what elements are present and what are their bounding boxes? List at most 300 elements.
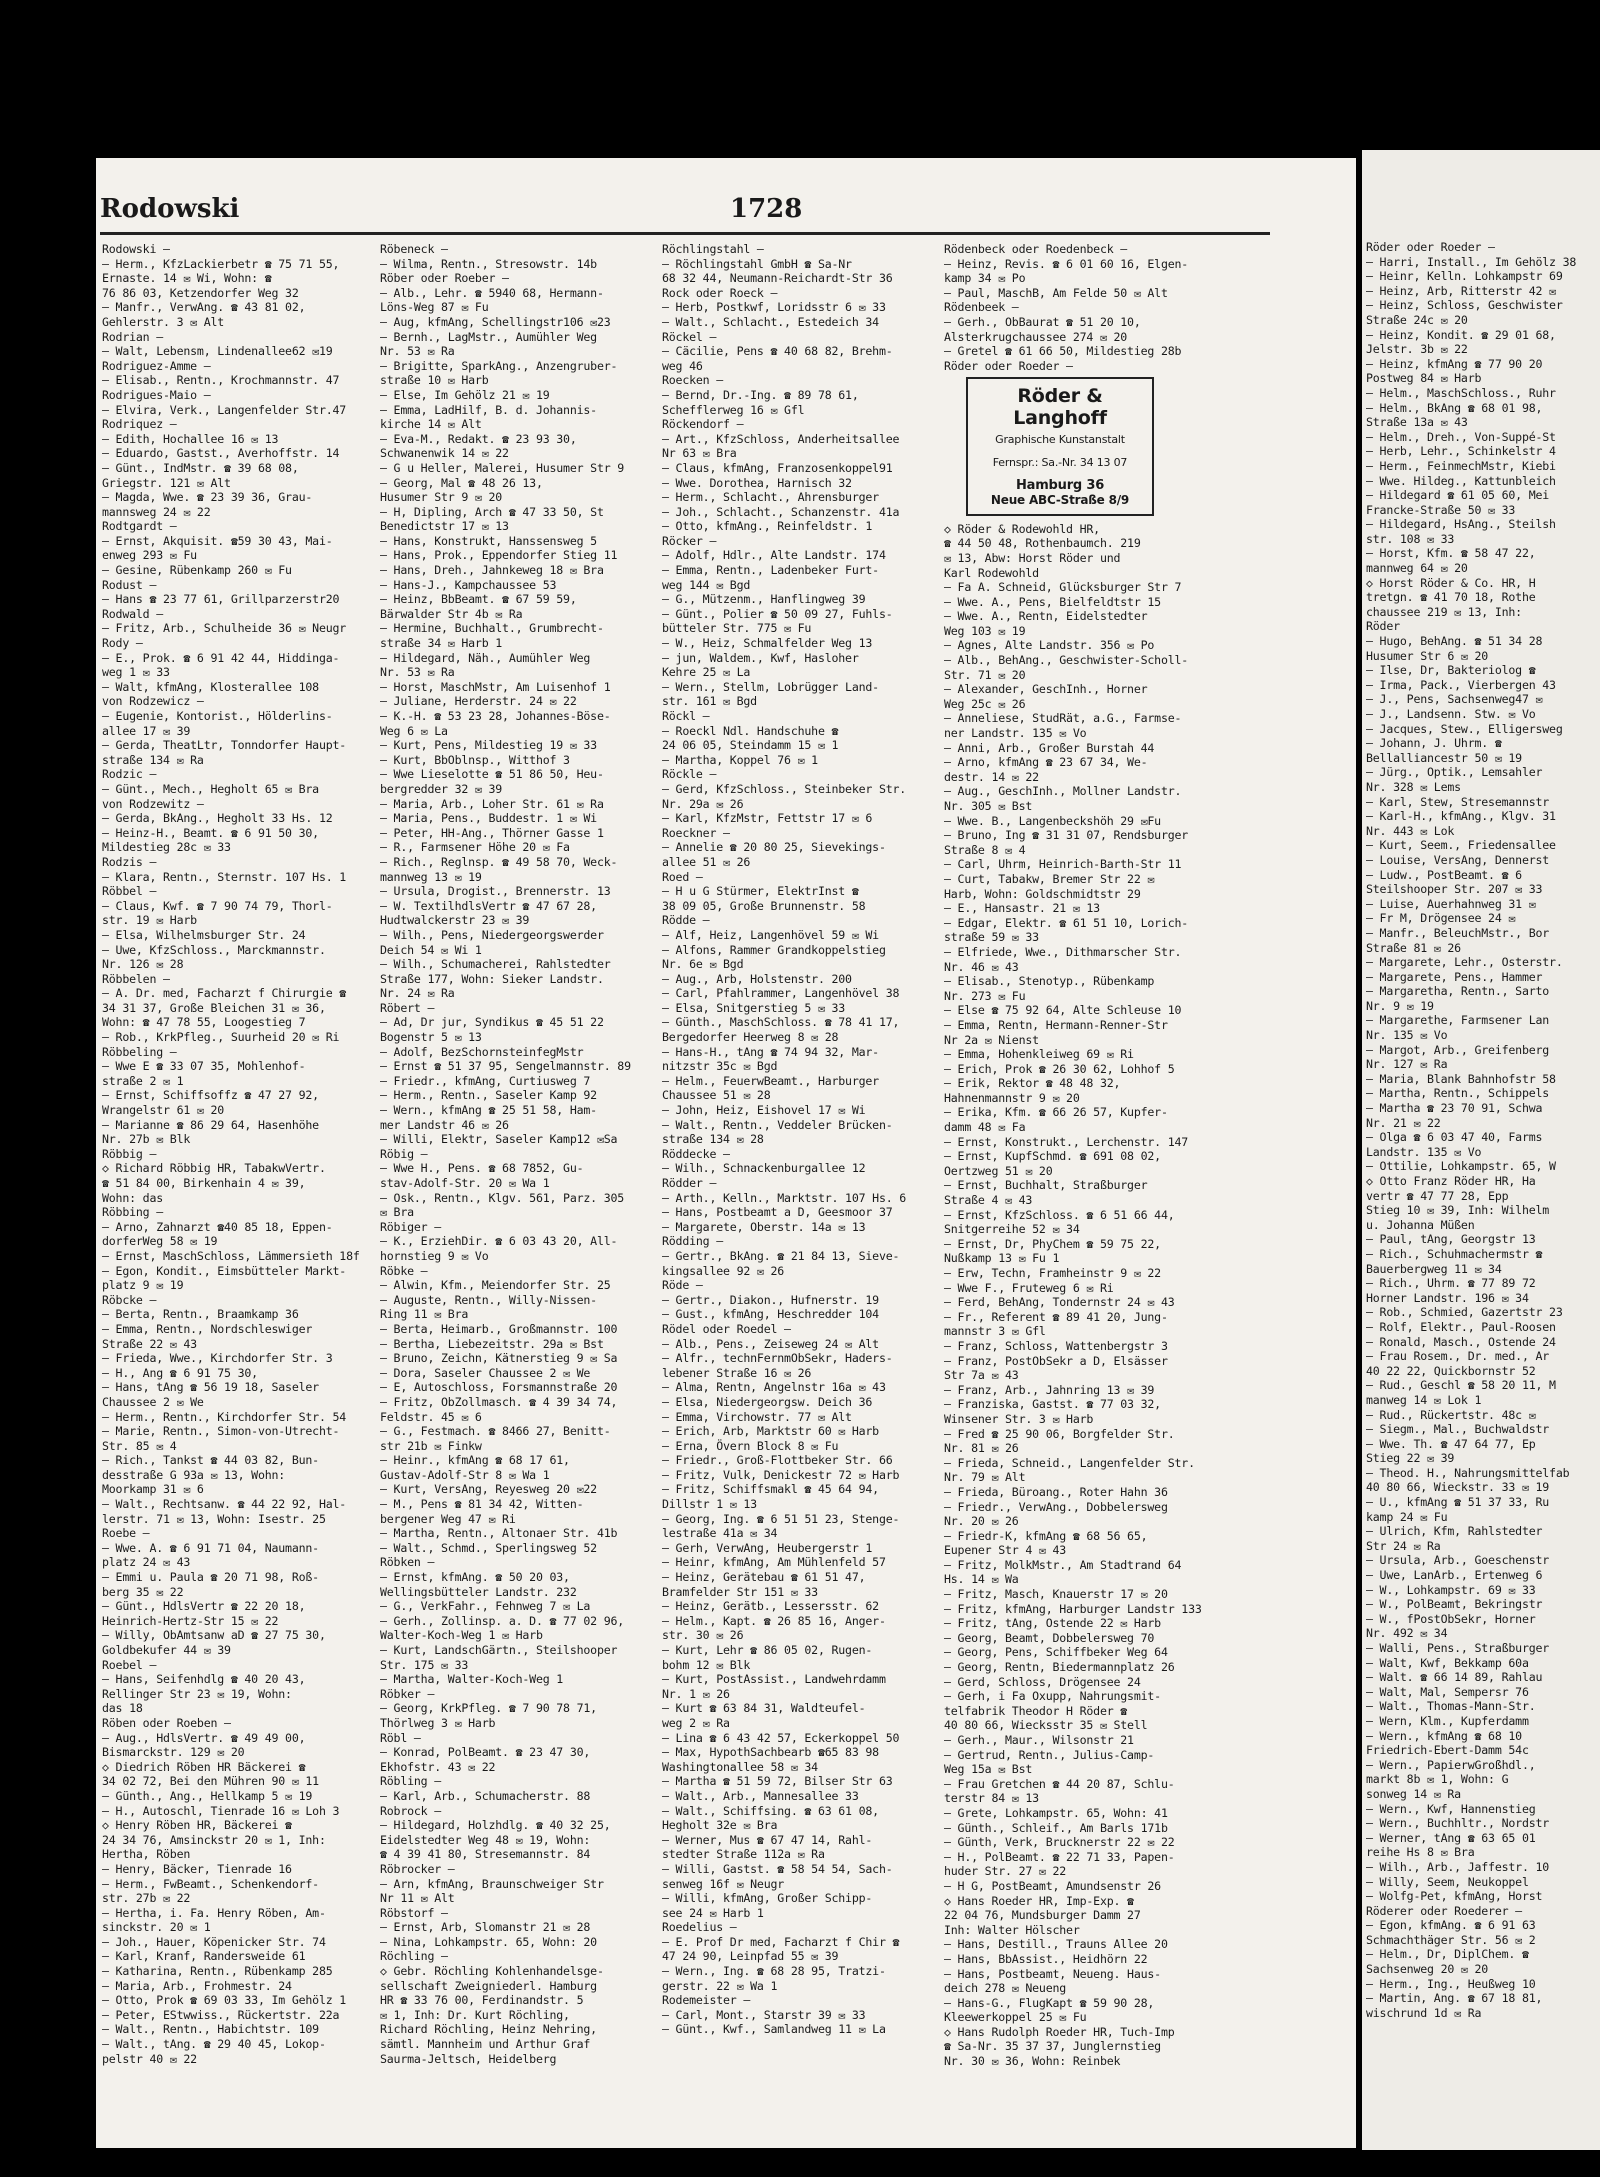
directory-entry-line: — Ernst, Akquisit. ☎59 30 43, Mai- xyxy=(102,533,333,548)
directory-entry-line: — Aug., HdlsVertr. ☎ 49 49 00, xyxy=(102,1730,306,1745)
directory-entry-line: Nr 2a ✉ Nienst xyxy=(944,1032,1039,1047)
directory-entry-line: sinckstr. 20 ✉ 1 xyxy=(102,1920,211,1935)
directory-entry-line: Röbbeling — xyxy=(102,1044,177,1059)
directory-entry-line: — G., VerkFahr., Fehnweg 7 ✉ La xyxy=(380,1599,591,1614)
directory-entry-line: 38 09 05, Große Brunnenstr. 58 xyxy=(662,898,866,913)
directory-entry-line: mannweg 64 ✉ 20 xyxy=(1366,561,1468,576)
directory-entry-line: — Adolf, BezSchornsteinfegMstr xyxy=(380,1044,584,1059)
directory-entry-line: — W., PolBeamt, Bekringstr xyxy=(1366,1597,1543,1612)
directory-entry-line: 40 22 22, Quickbornstr 52 xyxy=(1366,1363,1536,1378)
directory-entry-line: — Walt., Schiffsing. ☎ 63 61 08, xyxy=(662,1803,879,1818)
directory-entry-line: — Manfr., BeleuchMstr., Bor xyxy=(1366,925,1550,940)
facing-page-fragment xyxy=(1362,150,1600,2150)
directory-page xyxy=(96,158,1356,2148)
directory-entry-line: — H G, PostBeamt, Amundsenstr 26 xyxy=(944,1878,1161,1893)
directory-entry-line: — Annelie ☎ 20 80 25, Sievekings- xyxy=(662,840,886,855)
directory-entry-line: — H., PolBeamt. ☎ 22 71 33, Papen- xyxy=(944,1849,1175,1864)
directory-entry-line: — Otto, kfmAng., Reinfeldstr. 1 xyxy=(662,519,873,534)
directory-entry-line: — Wern., Ing. ☎ 68 28 95, Tratzi- xyxy=(662,1964,886,1979)
directory-entry-line: — Eva-M., Redakt. ☎ 23 93 30, xyxy=(380,431,577,446)
directory-entry-line: Steilshooper Str. 207 ✉ 33 xyxy=(1366,882,1543,897)
directory-entry-line: Wrangelstr 61 ✉ 20 xyxy=(102,1103,225,1118)
directory-entry-line: — Alfr., technFernmObSekr, Haders- xyxy=(662,1351,893,1366)
directory-entry-line: Roedelius — xyxy=(662,1920,737,1935)
directory-entry-line: Bogenstr 5 ✉ 13 xyxy=(380,1030,482,1045)
directory-entry-line: — Georg, Beamt, Dobbelersweg 70 xyxy=(944,1630,1155,1645)
directory-entry-line: Snitgerreihe 52 ✉ 34 xyxy=(944,1222,1080,1237)
directory-entry-line: Mildestieg 28c ✉ 33 xyxy=(102,840,231,855)
directory-entry-line: Nr. 126 ✉ 28 xyxy=(102,957,184,972)
directory-entry-line: — Kurt, Lehr ☎ 86 05 02, Rugen- xyxy=(662,1643,873,1657)
directory-entry-line: — Hugo, BehAng. ☎ 51 34 28 xyxy=(1366,634,1543,649)
directory-entry-line: — Egon, kfmAng. ☎ 6 91 63 xyxy=(1366,1918,1536,1933)
directory-entry-line: — Art., KfzSchloss, Anderheitsallee xyxy=(662,431,900,446)
directory-entry-line: — Jacques, Stew., Elligersweg xyxy=(1366,721,1563,736)
directory-entry-line: manweg 14 ✉ Lok 1 xyxy=(1366,1392,1482,1407)
directory-entry-line: — G., Mützenm., Hanflingweg 39 xyxy=(662,592,866,607)
directory-entry-line: — Magda, Wwe. ☎ 23 39 36, Grau- xyxy=(102,490,313,505)
directory-entry-line: — Bernd, Dr.-Ing. ☎ 89 78 61, xyxy=(662,387,859,402)
directory-entry-line: — Alexander, GeschInh., Horner xyxy=(944,682,1148,697)
directory-entry-line: — Rud., Geschl ☎ 58 20 11, M xyxy=(1366,1378,1556,1393)
directory-entry-line: Röbker — xyxy=(380,1686,435,1701)
directory-entry-line: — Wolfg-Pet, kfmAng, Horst xyxy=(1366,1889,1543,1904)
directory-entry-line: Straße 4 ✉ 43 xyxy=(944,1193,1033,1208)
directory-entry-line: Griegstr. 121 ✉ Alt xyxy=(102,475,231,490)
directory-entry-line: — E., Prok. ☎ 6 91 42 44, Hiddinga- xyxy=(102,650,340,665)
directory-entry-line: kingsallee 92 ✉ 26 xyxy=(662,1263,785,1278)
directory-entry-line: — Walli, Pens., Straßburger xyxy=(1366,1641,1550,1655)
directory-entry-line: Moorkamp 31 ✉ 6 xyxy=(102,1482,204,1497)
directory-entry-line: — E, Autoschloss, Forsmannstraße 20 xyxy=(380,1380,618,1395)
directory-entry-line: — Ernst, Arb, Slomanstr 21 ✉ 28 xyxy=(380,1920,591,1935)
directory-entry-line: ◇ Gebr. Röchling Kohlenhandelsge- xyxy=(380,1964,604,1979)
directory-entry-line: Rodtgardt — xyxy=(102,519,177,534)
directory-entry-line: Röckl — xyxy=(662,709,710,723)
directory-entry-line: — Herm., FwBeamt., Schenkendorf- xyxy=(102,1876,319,1891)
directory-entry-line: — Franz, PostObSekr a D, Elsässer xyxy=(944,1353,1168,1368)
directory-entry-line: — Hildegard, HsAng., Steilsh xyxy=(1366,517,1556,532)
directory-entry-line: — Kurt ☎ 63 84 31, Waldteufel- xyxy=(662,1701,866,1716)
directory-entry-line: — Else ☎ 75 92 64, Alte Schleuse 10 xyxy=(944,1003,1182,1018)
directory-entry-line: Röcker — xyxy=(662,533,717,548)
directory-entry-line: Stieg 10 ✉ 39, Inh: Wilhelm xyxy=(1366,1203,1550,1218)
directory-entry-line: Ekhofstr. 43 ✉ 22 xyxy=(380,1759,496,1774)
directory-entry-line: Richard Röchling, Heinz Nehring, xyxy=(380,2022,597,2037)
directory-entry-line: — Hans ☎ 23 77 61, Grillparzerstr20 xyxy=(102,592,340,607)
directory-entry-line: Rock oder Roeck — xyxy=(662,285,778,300)
directory-entry-line: — John, Heiz, Eishovel 17 ✉ Wi xyxy=(662,1103,866,1118)
directory-entry-line: das 18 xyxy=(102,1701,143,1716)
directory-entry-line: Röbrocker — xyxy=(380,1861,455,1876)
directory-entry-line: Röbeneck — xyxy=(380,242,448,256)
directory-entry-line: ◇ Henry Röben HR, Bäckerei ☎ xyxy=(102,1818,292,1833)
directory-entry-line: — Hans, Seifenhdlg ☎ 40 20 43, xyxy=(102,1672,306,1687)
directory-entry-line: Nr. 79 ✉ Alt xyxy=(944,1470,1026,1485)
directory-entry-line: Röderer oder Roederer — xyxy=(1366,1903,1522,1918)
directory-entry-line: Röckle — xyxy=(662,767,717,782)
directory-entry-line: — Walt., Schlacht., Estedeich 34 xyxy=(662,314,879,329)
directory-entry-line: — Bertha, Liebezeitstr. 29a ✉ Bst xyxy=(380,1336,604,1351)
directory-entry-line: — Juliane, Herderstr. 24 ✉ 22 xyxy=(380,694,577,709)
directory-entry-line: — Gertrud, Rentn., Julius-Camp- xyxy=(944,1747,1155,1762)
directory-entry-line: Str 24 ✉ Ra xyxy=(1366,1538,1441,1553)
directory-entry-line: — Johann, J. Uhrm. ☎ xyxy=(1366,736,1502,751)
directory-entry-line: — Georg, Ing. ☎ 6 51 51 23, Stenge- xyxy=(662,1511,900,1526)
directory-entry-line: Hudtwalckerstr 23 ✉ 39 xyxy=(380,913,530,928)
directory-entry-line: — Günt., Polier ☎ 50 09 27, Fuhls- xyxy=(662,606,893,621)
directory-entry-line: lerstr. 71 ✉ 13, Wohn: Isestr. 25 xyxy=(102,1511,326,1526)
directory-entry-line: kirche 14 ✉ Alt xyxy=(380,417,482,432)
directory-entry-line: Thörlweg 3 ✉ Harb xyxy=(380,1715,496,1730)
directory-entry-line: — Bruno, Ing ☎ 31 31 07, Rendsburger xyxy=(944,828,1189,843)
directory-entry-line: Benedictstr 17 ✉ 13 xyxy=(380,519,509,534)
directory-entry-line: — Rob., Schmied, Gazertstr 23 xyxy=(1366,1305,1563,1320)
directory-entry-line: Schwanenwik 14 ✉ 22 xyxy=(380,446,509,461)
directory-entry-line: — Auguste, Rentn., Willy-Nissen- xyxy=(380,1292,597,1307)
directory-entry-line: — Gerd, KfzSchloss., Steinbeker Str. xyxy=(662,781,907,796)
directory-entry-line: — Adolf, Hdlr., Alte Landstr. 174 xyxy=(662,548,886,563)
directory-entry-line: Rödenbeck oder Roedenbeck — xyxy=(944,242,1128,256)
directory-entry-line: Rödding — xyxy=(662,1234,724,1249)
directory-entry-line: — W., fPostObSekr, Horner xyxy=(1366,1611,1536,1626)
directory-entry-line: — Peter, HH-Ang., Thörner Gasse 1 xyxy=(380,825,604,840)
directory-entry-line: Gehlerstr. 3 ✉ Alt xyxy=(102,314,225,329)
directory-entry-line: mannweg 13 ✉ 19 xyxy=(380,869,482,884)
directory-entry-line: Roeckner — xyxy=(662,825,730,840)
directory-entry-line: — Margarete, Pens., Hammer xyxy=(1366,969,1543,984)
directory-entry-line: — Helm., Kapt. ☎ 26 85 16, Anger- xyxy=(662,1613,886,1628)
running-head: Rodowski xyxy=(100,194,240,224)
directory-entry-line: — Ernst, KupfSchmd. ☎ 691 08 02, xyxy=(944,1149,1161,1164)
directory-entry-line: str. 161 ✉ Bgd xyxy=(662,694,757,709)
directory-entry-line: — Rolf, Elektr., Paul-Roosen xyxy=(1366,1319,1556,1334)
directory-entry-line: 40 80 66, Wiecksstr 35 ✉ Stell xyxy=(944,1718,1148,1733)
directory-entry-line: Nr. 305 ✉ Bst xyxy=(944,799,1033,813)
directory-entry-line: — Wern., PapierwGroßhdl., xyxy=(1366,1757,1536,1772)
directory-entry-line: — Walt, Lebensm, Lindenallee62 ✉19 xyxy=(102,344,333,359)
directory-entry-line: telfabrik Theodor H Röder ☎ xyxy=(944,1703,1128,1718)
directory-entry-line: — Friedr., kfmAng, Curtiusweg 7 xyxy=(380,1073,591,1088)
directory-entry-line: — Günth, Verk, Brucknerstr 22 ✉ 22 xyxy=(944,1835,1175,1850)
directory-entry-line: — Martha ☎ 23 70 91, Schwa xyxy=(1366,1101,1543,1116)
directory-entry-line: — Hertha, i. Fa. Henry Röben, Am- xyxy=(102,1905,326,1920)
directory-entry-line: Bramfelder Str 151 ✉ 33 xyxy=(662,1584,818,1599)
directory-entry-line: Nr. 46 ✉ 43 xyxy=(944,959,1019,974)
directory-entry-line: platz 24 ✉ 43 xyxy=(102,1555,191,1570)
directory-entry-line: — Martha ☎ 51 59 72, Bilser Str 63 xyxy=(662,1774,893,1789)
directory-entry-line: — Georg, KrkPfleg. ☎ 7 90 78 71, xyxy=(380,1701,597,1716)
directory-entry-line: — Arno, Zahnarzt ☎40 85 18, Eppen- xyxy=(102,1219,333,1234)
directory-entry-line: — Helm., Dreh., Von-Suppé-St xyxy=(1366,429,1556,444)
directory-entry-line: — Hildegard ☎ 61 05 60, Mei xyxy=(1366,488,1550,503)
directory-entry-line: — Wwe F., Fruteweg 6 ✉ Ri xyxy=(944,1280,1114,1295)
directory-entry-line: Nr. 29a ✉ 26 xyxy=(662,796,744,811)
directory-entry-line: — Erika, Kfm. ☎ 66 26 57, Kupfer- xyxy=(944,1105,1168,1120)
directory-entry-line: weg 1 ✉ 33 xyxy=(102,665,170,680)
directory-entry-line: — Wern, Klm., Kupferdamm xyxy=(1366,1713,1529,1728)
directory-entry-line: — Carl, Uhrm, Heinrich-Barth-Str 11 xyxy=(944,857,1182,872)
directory-entry-line: Nr. 127 ✉ Ra xyxy=(1366,1057,1448,1072)
directory-entry-line: — Peter, EStwwiss., Rückertstr. 22a xyxy=(102,2007,340,2022)
directory-entry-line: — Gerd, Schloss, Drögensee 24 xyxy=(944,1674,1141,1689)
directory-entry-line: destr. 14 ✉ 22 xyxy=(944,769,1039,784)
directory-entry-line: — Ernst, KfzSchloss. ☎ 6 51 66 44, xyxy=(944,1207,1175,1222)
directory-entry-line: str 21b ✉ Finkw xyxy=(380,1438,482,1453)
directory-entry-line: — Friedr., VerwAng., Dobbelersweg xyxy=(944,1499,1168,1514)
directory-entry-line: — Jürg., Optik., Lemsahler xyxy=(1366,765,1543,780)
directory-entry-line: gerstr. 22 ✉ Wa 1 xyxy=(662,1978,778,1993)
directory-entry-line: — Heinr, Kelln. Lohkampstr 69 xyxy=(1366,269,1563,284)
directory-entry-line: 22 04 76, Mundsburger Damm 27 xyxy=(944,1908,1141,1923)
directory-entry-line: Straße 13a ✉ 43 xyxy=(1366,415,1468,430)
directory-entry-line: — Konrad, PolBeamt. ☎ 23 47 30, xyxy=(380,1745,591,1760)
directory-entry-line: see 24 ✉ Harb 1 xyxy=(662,1905,764,1920)
directory-entry-line: — Walt., Thomas-Mann-Str. xyxy=(1366,1699,1536,1714)
directory-entry-line: stedter Straße 112a ✉ Ra xyxy=(662,1847,825,1862)
directory-entry-line: — Gerh., Zollinsp. a. D. ☎ 77 02 96, xyxy=(380,1613,625,1628)
directory-entry-line: — Ernst, Konstrukt., Lerchenstr. 147 xyxy=(944,1134,1189,1149)
directory-entry-line: Röbbig — xyxy=(102,1146,157,1161)
directory-entry-line: — Wwe E ☎ 33 07 35, Mohlenhof- xyxy=(102,1059,306,1074)
directory-entry-line: — Kurt, Seem., Friedensallee xyxy=(1366,838,1556,853)
directory-entry-line: — U., kfmAng ☎ 51 37 33, Ru xyxy=(1366,1495,1550,1510)
directory-entry-line: — Cäcilie, Pens ☎ 40 68 82, Brehm- xyxy=(662,344,893,359)
directory-entry-line: Rödder — xyxy=(662,1176,717,1190)
directory-entry-line: Harb, Wohn: Goldschmidtstr 29 xyxy=(944,886,1141,901)
directory-entry-line: — Paul, MaschB, Am Felde 50 ✉ Alt xyxy=(944,285,1168,300)
directory-entry-line: — Gerda, BkAng., Hegholt 33 Hs. 12 xyxy=(102,811,333,826)
directory-entry-line: Rody — xyxy=(102,636,143,651)
directory-entry-line: — Werner, Mus ☎ 67 47 14, Rahl- xyxy=(662,1832,873,1847)
directory-entry-line: — Günt., Mech., Hegholt 65 ✉ Bra xyxy=(102,781,319,796)
directory-entry-line: — Franz, Schloss, Wattenbergstr 3 xyxy=(944,1338,1168,1353)
directory-entry-line: — Hans, Destill., Trauns Allee 20 xyxy=(944,1937,1168,1952)
directory-entry-line: — Martha, Koppel 76 ✉ 1 xyxy=(662,752,818,767)
directory-entry-line: — Erich, Arb, Marktstr 60 ✉ Harb xyxy=(662,1424,879,1439)
directory-entry-line: — Erich, Prok ☎ 26 30 62, Lohhof 5 xyxy=(944,1061,1175,1076)
directory-entry-line: — Emmi u. Paula ☎ 20 71 98, Roß- xyxy=(102,1570,319,1585)
directory-entry-line: deich 278 ✉ Neueng xyxy=(944,1981,1067,1996)
directory-entry-line: — Edgar, Elektr. ☎ 61 51 10, Lorich- xyxy=(944,915,1189,930)
directory-entry-line: — Margarete, Lehr., Osterstr. xyxy=(1366,955,1563,970)
directory-entry-line: — Grete, Lohkampstr. 65, Wohn: 41 xyxy=(944,1805,1168,1820)
directory-entry-line: — Walt., Arb., Mannesallee 33 xyxy=(662,1788,859,1803)
directory-entry-line: chaussee 219 ✉ 13, Inh: xyxy=(1366,604,1522,619)
directory-entry-line: — Henry, Bäcker, Tienrade 16 xyxy=(102,1861,292,1876)
directory-entry-line: — Claus, kfmAng, Franzosenkoppel91 xyxy=(662,460,893,475)
directory-entry-line: — Karl, KfzMstr, Fettstr 17 ✉ 6 xyxy=(662,811,873,826)
directory-entry-line: — Georg, Mal ☎ 48 26 13, xyxy=(380,475,543,490)
directory-entry-line: Kleewerkoppel 25 ✉ Fu xyxy=(944,2010,1087,2025)
directory-entry-line: — Eugenie, Kontorist., Hölderlins- xyxy=(102,709,333,723)
directory-entry-line: straße 134 ✉ 28 xyxy=(662,1132,764,1147)
directory-entry-line: Francke-Straße 50 ✉ 33 xyxy=(1366,502,1516,517)
directory-entry-line: — Hans, Dreh., Jahnkeweg 18 ✉ Bra xyxy=(380,563,604,578)
directory-entry-line: kamp 34 ✉ Po xyxy=(944,271,1026,286)
directory-entry-line: — Frieda, Büroang., Roter Hahn 36 xyxy=(944,1484,1168,1499)
directory-entry-line: — Emma, Rentn., Nordschleswiger xyxy=(102,1321,313,1336)
directory-entry-line: 68 32 44, Neumann-Reichardt-Str 36 xyxy=(662,271,893,286)
directory-entry-line: — Kurt, BbOblnsp., Witthof 3 xyxy=(380,752,570,767)
directory-entry-line: Roebel — xyxy=(102,1657,157,1672)
directory-entry-line: — Friedr-K, kfmAng ☎ 68 56 65, xyxy=(944,1528,1148,1543)
directory-entry-line: — Wwe. Hildeg., Kattunbleich xyxy=(1366,473,1556,488)
directory-entry-line: Rellinger Str 23 ✉ 19, Wohn: xyxy=(102,1686,292,1701)
directory-entry-line: — Theod. H., Nahrungsmittelfab xyxy=(1366,1465,1570,1480)
directory-entry-line: Str 7a ✉ 43 xyxy=(944,1368,1019,1383)
directory-entry-line: — Nina, Lohkampstr. 65, Wohn: 20 xyxy=(380,1934,597,1949)
directory-entry-line: — Hans-J., Kampchaussee 53 xyxy=(380,577,557,592)
directory-entry-line: Bellalliancestr 50 ✉ 19 xyxy=(1366,750,1522,765)
directory-entry-line: Winsener Str. 3 ✉ Harb xyxy=(944,1411,1094,1426)
directory-entry-line: — Heinz-H., Beamt. ☎ 6 91 50 30, xyxy=(102,825,319,840)
directory-entry-line: Nr. 53 ✉ Ra xyxy=(380,344,455,359)
directory-entry-line: Straße 177, Wohn: Sieker Landstr. xyxy=(380,971,604,986)
directory-entry-line: Röbiger — xyxy=(380,1219,442,1234)
directory-entry-line: — Heinz, Gerätb., Lessersstr. 62 xyxy=(662,1599,879,1614)
directory-entry-line: — Ernst, Buchhalt, Straßburger xyxy=(944,1178,1148,1193)
directory-entry-line: u. Johanna Müßen xyxy=(1366,1217,1475,1232)
directory-entry-line: — Herb, Postkwf, Loridsstr 6 ✉ 33 xyxy=(662,300,886,315)
directory-entry-line: — Werner, tAng ☎ 63 65 01 xyxy=(1366,1830,1536,1845)
directory-entry-line: — Ronald, Masch., Ostende 24 xyxy=(1366,1334,1556,1349)
directory-entry-line: weg 144 ✉ Bgd xyxy=(662,577,751,592)
directory-entry-line: Röbke — xyxy=(380,1263,428,1278)
directory-entry-line: Husumer Str 9 ✉ 20 xyxy=(380,490,503,505)
directory-entry-line: — Ad, Dr jur, Syndikus ☎ 45 51 22 xyxy=(380,1015,604,1030)
directory-entry-line: Rödenbeek — xyxy=(944,300,1019,315)
directory-entry-line: Rodrigues-Maio — xyxy=(102,387,211,402)
directory-entry-line: — Carl, Mont., Starstr 39 ✉ 33 xyxy=(662,2007,866,2022)
directory-entry-line: — Willy, Seem, Neukoppel xyxy=(1366,1874,1529,1889)
directory-entry-line: — Elsa, Wilhelmsburger Str. 24 xyxy=(102,927,306,942)
directory-entry-line: — Hildegard, Holzhdlg. ☎ 40 32 25, xyxy=(380,1818,611,1833)
directory-entry-line: platz 9 ✉ 19 xyxy=(102,1278,184,1293)
directory-entry-line: — Fritz, Vulk, Denickestr 72 ✉ Harb xyxy=(662,1467,900,1482)
directory-entry-line: — Margot, Arb., Greifenberg xyxy=(1366,1042,1550,1057)
directory-entry-line: — M., Pens ☎ 81 34 42, Witten- xyxy=(380,1497,584,1512)
directory-entry-line: tretgn. ☎ 41 70 18, Rothe xyxy=(1366,590,1536,605)
directory-entry-line: straße 10 ✉ Harb xyxy=(380,373,489,388)
directory-entry-line: — Georg, Rentn, Biedermannplatz 26 xyxy=(944,1660,1175,1675)
directory-entry-line: — Edith, Hochallee 16 ✉ 13 xyxy=(102,431,279,446)
page-number: 1728 xyxy=(730,194,803,224)
directory-entry-line: lestraße 41a ✉ 34 xyxy=(662,1526,778,1541)
directory-entry-line: straße 2 ✉ 1 xyxy=(102,1073,184,1088)
directory-entry-line: terstr 84 ✉ 13 xyxy=(944,1791,1039,1806)
column-4-bottom xyxy=(944,521,1202,2069)
directory-entry-line: — Fr M, Drögensee 24 ✉ xyxy=(1366,911,1516,926)
directory-entry-line: — W. TextilhdlsVertr ☎ 47 67 28, xyxy=(380,898,597,913)
directory-entry-line: Nr 63 ✉ Bra xyxy=(662,446,737,461)
directory-entry-line: — Willi, Gastst. ☎ 58 54 54, Sach- xyxy=(662,1861,893,1876)
directory-entry-line: — Frau Rosem., Dr. med., Ar xyxy=(1366,1349,1550,1364)
directory-entry-line: — Katharina, Rentn., Rübenkamp 285 xyxy=(102,1964,333,1979)
directory-entry-line: — Marianne ☎ 86 29 64, Hasenhöhe xyxy=(102,1117,319,1132)
directory-entry-line: — Eduardo, Gastst., Averhoffstr. 14 xyxy=(102,446,340,461)
directory-entry-line: wischrund 1d ✉ Ra xyxy=(1366,2005,1482,2020)
directory-entry-line: — Gerh., Maur., Wilsonstr 21 xyxy=(944,1733,1134,1747)
directory-entry-line: Alsterkrugchaussee 274 ✉ 20 xyxy=(944,329,1128,344)
directory-entry-line: — Karl, Arb., Schumacherstr. 88 xyxy=(380,1788,591,1803)
directory-entry-line: — Karl, Kranf, Randersweide 61 xyxy=(102,1949,306,1964)
directory-entry-line: Chaussee 51 ✉ 28 xyxy=(662,1088,771,1103)
directory-entry-line: — Hans, Postbeamt, Neueng. Haus- xyxy=(944,1966,1161,1981)
directory-entry-line: Röbling — xyxy=(380,1774,442,1789)
directory-entry-line: bohm 12 ✉ Blk xyxy=(662,1657,751,1672)
directory-entry-line: Röben oder Roeben — xyxy=(102,1715,231,1730)
directory-entry-line: — Wilh., Schnackenburgallee 12 xyxy=(662,1161,866,1176)
directory-entry-line: — Herm., Rentn., Kirchdorfer Str. 54 xyxy=(102,1409,347,1424)
directory-entry-line: mannstr 3 ✉ Gfl xyxy=(944,1324,1046,1339)
directory-entry-line: Rodriguez-Amme — xyxy=(102,358,211,373)
directory-entry-line: — jun, Waldem., Kwf, Hasloher xyxy=(662,650,859,665)
directory-entry-line: Hegholt 32e ✉ Bra xyxy=(662,1818,778,1833)
directory-entry-line: — Wern., Kwf, Hannenstieg xyxy=(1366,1801,1536,1816)
directory-entry-line: — Gerh, VerwAng, Heubergerstr 1 xyxy=(662,1540,873,1555)
directory-entry-line: bütteler Str. 775 ✉ Fu xyxy=(662,621,812,636)
directory-entry-line: weg 46 xyxy=(662,358,703,373)
directory-entry-line: straße 59 ✉ 33 xyxy=(944,930,1039,945)
directory-entry-line: — Heinz, Gerätebau ☎ 61 51 47, xyxy=(662,1570,866,1585)
directory-entry-line: — Herb, Lehr., Schinkelstr 4 xyxy=(1366,444,1556,459)
directory-entry-line: — Egon, Kondit., Eimsbütteler Markt- xyxy=(102,1263,347,1278)
directory-entry-line: — Willi, kfmAng, Großer Schipp- xyxy=(662,1891,873,1906)
directory-entry-line: 24 06 05, Steindamm 15 ✉ 1 xyxy=(662,738,839,753)
directory-entry-line: ☎ 51 84 00, Birkenhain 4 ✉ 39, xyxy=(102,1176,306,1190)
directory-entry-line: — Otto, Prok ☎ 69 03 33, Im Gehölz 1 xyxy=(102,1993,347,2008)
directory-entry-line: Goldbekufer 44 ✉ 39 xyxy=(102,1643,231,1657)
directory-entry-line: Chaussee 2 ✉ We xyxy=(102,1394,204,1409)
directory-entry-line: — Günth., Ang., Hellkamp 5 ✉ 19 xyxy=(102,1788,313,1803)
directory-entry-line: Nr. 328 ✉ Lems xyxy=(1366,779,1461,794)
directory-entry-line: Nr. 81 ✉ 26 xyxy=(944,1441,1019,1456)
directory-entry-line: Robrock — xyxy=(380,1803,442,1818)
directory-entry-line: — Kurt, Pens, Mildestieg 19 ✉ 33 xyxy=(380,738,597,753)
directory-entry-line: Röbken — xyxy=(380,1555,435,1570)
directory-entry-line: Löns-Weg 87 ✉ Fu xyxy=(380,300,489,315)
directory-entry-line: — Hans, Postbeamt a D, Geesmoor 37 xyxy=(662,1205,893,1220)
directory-entry-line: — Fritz, Arb., Schulheide 36 ✉ Neugr xyxy=(102,621,347,636)
directory-entry-line: — Alfons, Rammer Grandkoppelstieg xyxy=(662,942,886,957)
directory-entry-line: — Osk., Rentn., Klgv. 561, Parz. 305 xyxy=(380,1190,625,1205)
directory-entry-line: Dillstr 1 ✉ 13 xyxy=(662,1497,757,1512)
directory-entry-line: sonweg 14 ✉ Ra xyxy=(1366,1786,1461,1801)
directory-entry-line: ◇ Diedrich Röben HR Bäckerei ☎ xyxy=(102,1759,306,1774)
directory-entry-line: — Alf, Heiz, Langenhövel 59 ✉ Wi xyxy=(662,927,879,942)
directory-entry-line: — Alb., Pens., Zeiseweg 24 ✉ Alt xyxy=(662,1336,879,1351)
directory-entry-line: — Fritz, kfmAng, Harburger Landstr 133 xyxy=(944,1601,1202,1616)
directory-entry-line: ner Landstr. 135 ✉ Vo xyxy=(944,726,1087,741)
column-3 xyxy=(662,242,907,2037)
directory-entry-line: — Heinz, kfmAng ☎ 77 90 20 xyxy=(1366,356,1543,371)
directory-entry-line: Str. 85 ✉ 4 xyxy=(102,1438,177,1453)
directory-entry-line: — Wilh., Arb., Jaffestr. 10 xyxy=(1366,1859,1550,1874)
directory-entry-line: Bärwalder Str 4b ✉ Ra xyxy=(380,606,523,621)
directory-entry-line: — Hans, BbAssist., Heidhörn 22 xyxy=(944,1951,1148,1966)
directory-entry-line: Weg 15a ✉ Bst xyxy=(944,1762,1033,1777)
directory-entry-line: Nr. 492 ✉ 34 xyxy=(1366,1626,1448,1641)
directory-entry-line: ◇ Hans Roeder HR, Imp-Exp. ☎ xyxy=(944,1893,1134,1908)
column-1 xyxy=(102,242,360,2066)
directory-entry-line: — Lina ☎ 6 43 42 57, Eckerkoppel 50 xyxy=(662,1730,900,1745)
directory-entry-line: weg 2 ✉ Ra xyxy=(662,1715,730,1730)
directory-entry-line: — Else, Im Gehölz 21 ✉ 19 xyxy=(380,387,550,402)
directory-entry-line: Rodrian — xyxy=(102,329,164,344)
directory-entry-line: — Rich., Uhrm. ☎ 77 89 72 xyxy=(1366,1276,1536,1291)
directory-entry-line: — Ottilie, Lohkampstr. 65, W xyxy=(1366,1159,1556,1174)
